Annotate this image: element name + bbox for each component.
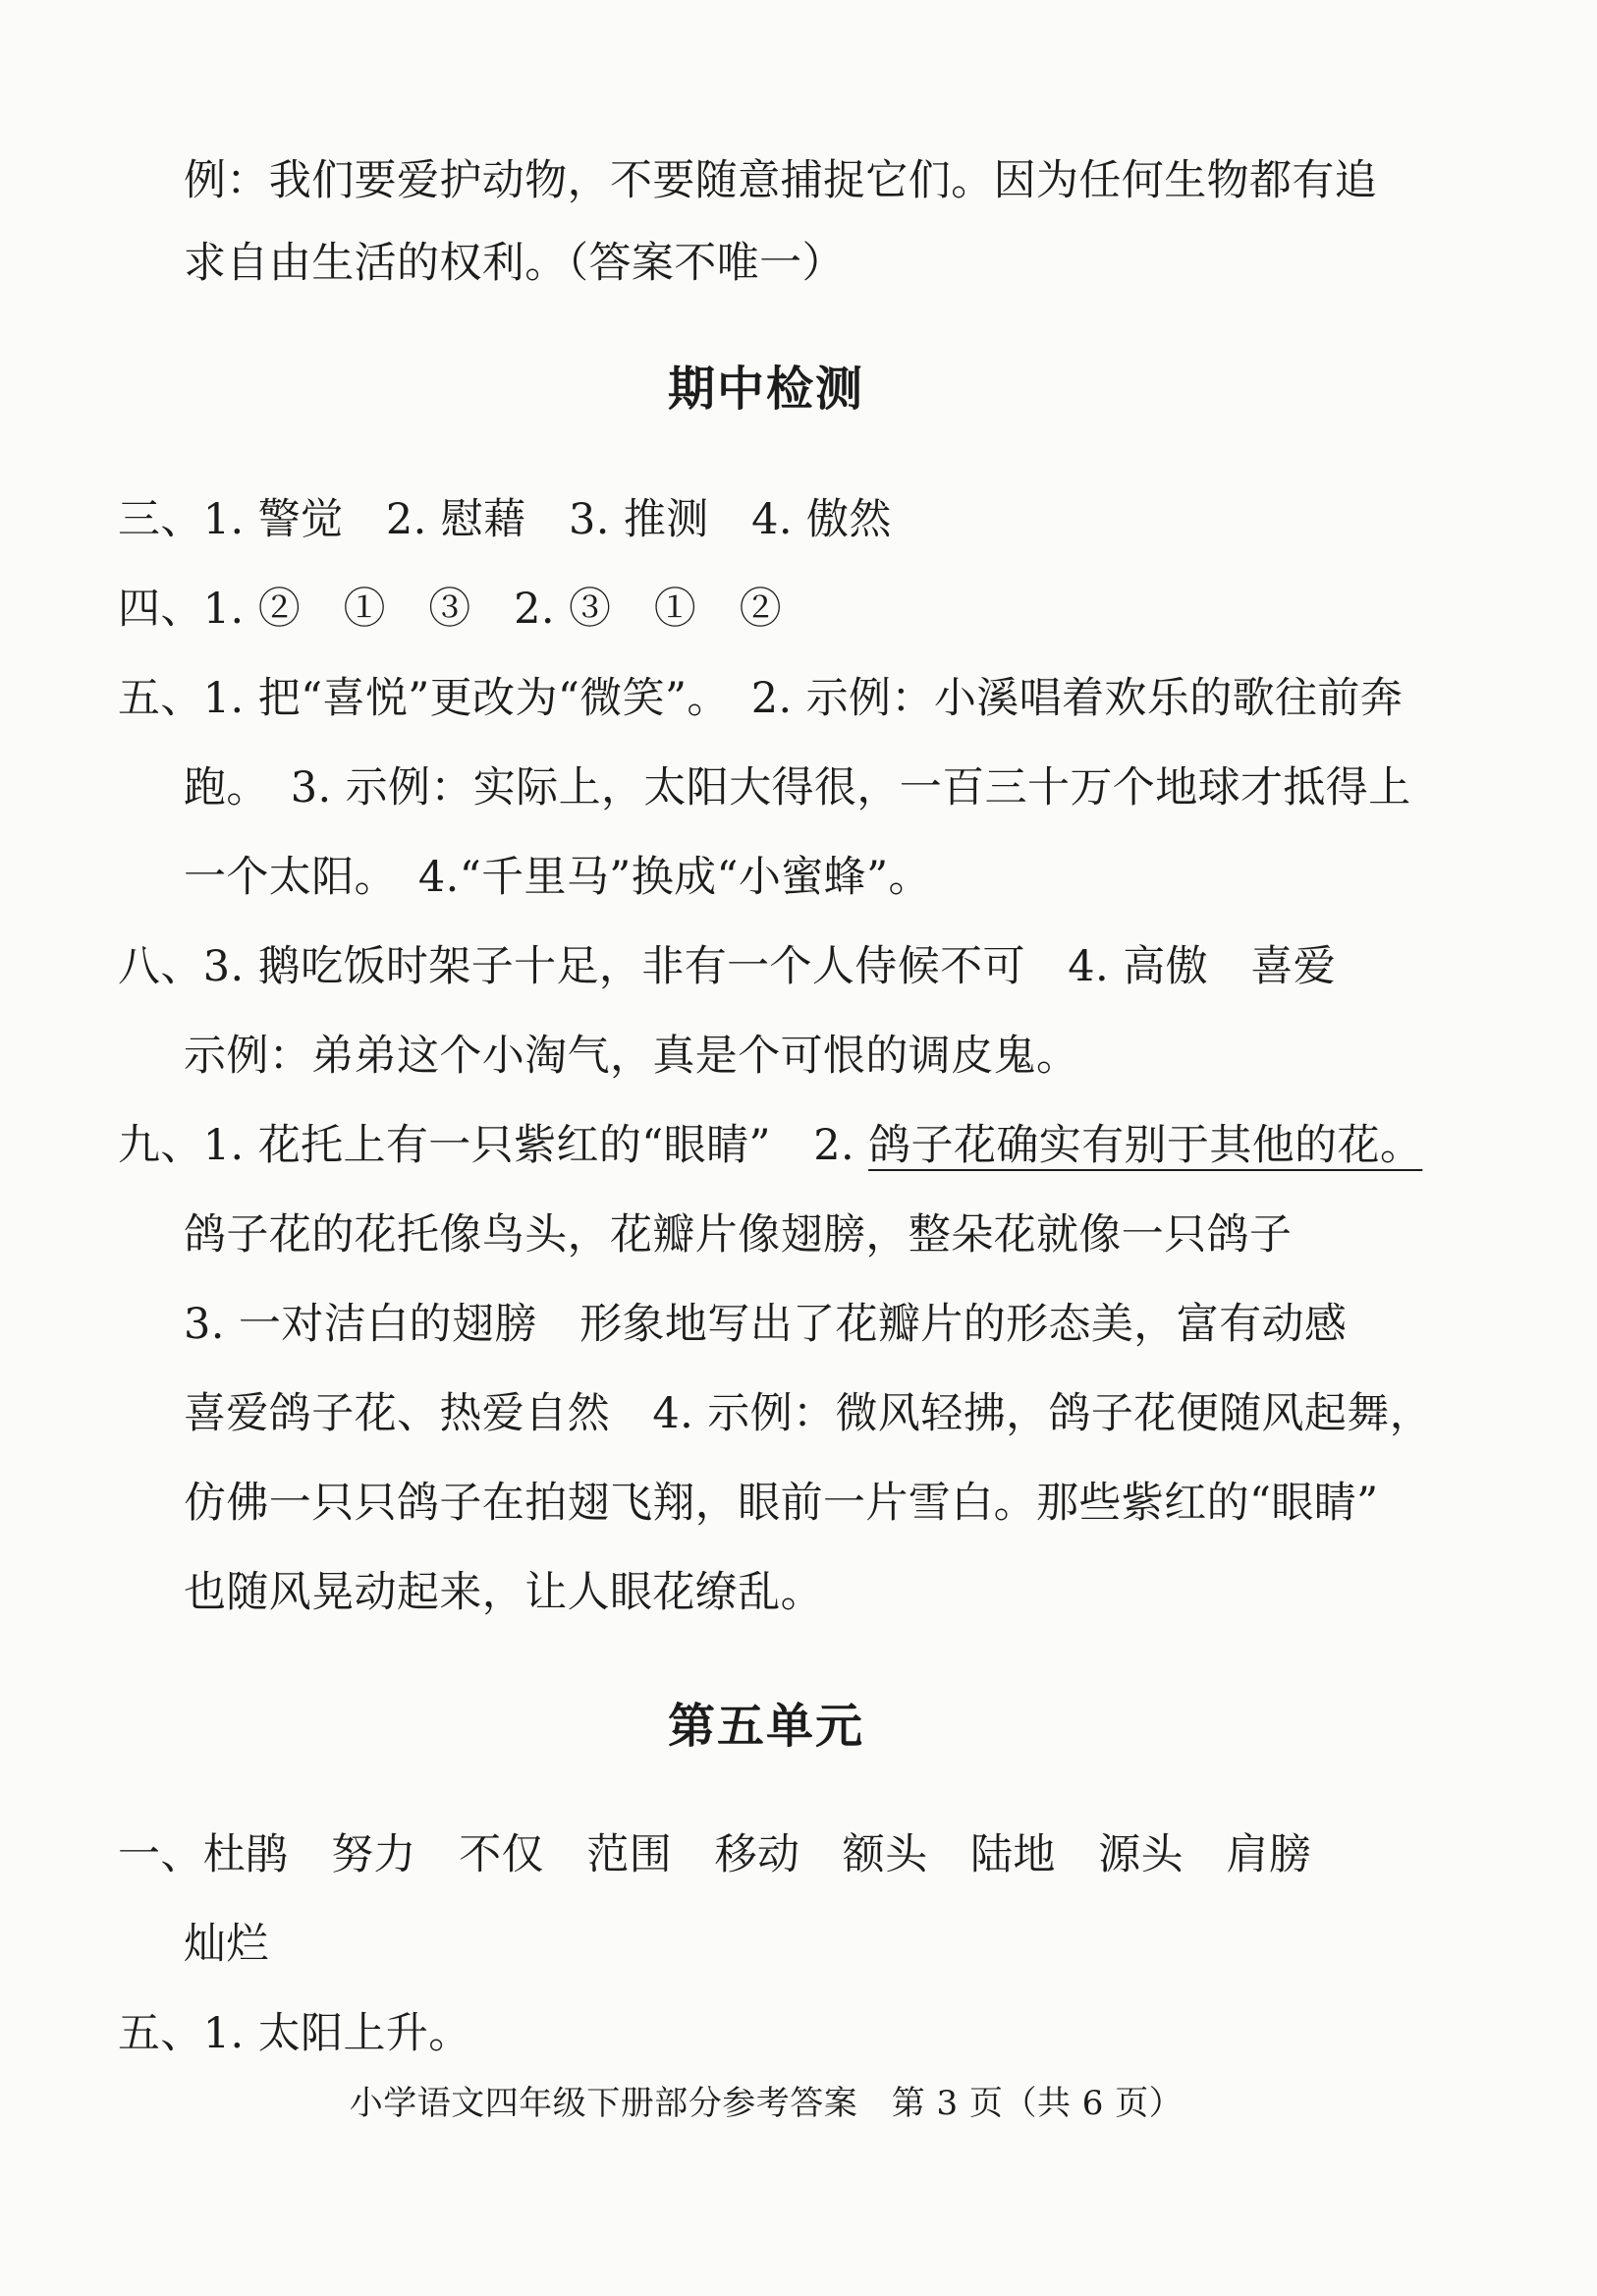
page-footer: 小学语文四年级下册部分参考答案 第 3 页（共 6 页） [349, 2084, 1184, 2123]
answer-san: 三、1. 警觉 2. 慰藉 3. 推测 4. 傲然 [118, 495, 892, 544]
answer-jiu-line-6: 也随风晃动起来，让人眼花缭乱。 [184, 1568, 823, 1617]
answer-jiu-line-2: 鸽子花的花托像鸟头，花瓣片像翅膀，整朵花就像一只鸽子 [184, 1210, 1293, 1260]
intro-line-1: 例：我们要爱护动物，不要随意捕捉它们。因为任何生物都有追 [184, 156, 1378, 205]
answer-jiu-line-3: 3. 一对洁白的翅膀 形象地写出了花瓣片的形态美，富有动感 [184, 1300, 1348, 1349]
answer-wu-line-1: 五、1. 把“喜悦”更改为“微笑”。 2. 示例：小溪唱着欢乐的歌往前奔 [118, 674, 1404, 723]
underlined-answer: 鸽子花确实有别于其他的花。 [868, 1121, 1423, 1170]
answer-unit5-wu-line-1: 五、1. 太阳上升。 [118, 2009, 471, 2058]
answer-si: 四、1. ② ① ③ 2. ③ ① ② [118, 585, 782, 634]
answer-unit5-yi-line-2: 灿烂 [184, 1920, 269, 1969]
answer-ba-line-2: 示例：弟弟这个小淘气，真是个可恨的调皮鬼。 [184, 1032, 1079, 1081]
answer-wu-line-2: 跑。 3. 示例：实际上，太阳大得很，一百三十万个地球才抵得上 [184, 763, 1411, 812]
intro-line-2: 求自由生活的权利。（答案不唯一） [184, 239, 845, 288]
answer-wu-line-3: 一个太阳。 4.“千里马”换成“小蜜蜂”。 [184, 853, 931, 902]
answer-unit5-yi-line-1: 一、杜鹃 努力 不仅 范围 移动 额头 陆地 源头 肩膀 [118, 1830, 1312, 1879]
section-title-midterm: 期中检测 [667, 362, 864, 417]
answer-jiu-line-4: 喜爱鸽子花、热爱自然 4. 示例：微风轻拂，鸽子花便随风起舞， [184, 1389, 1433, 1438]
answer-jiu-line-5: 仿佛一只只鸽子在拍翅飞翔，眼前一片雪白。那些紫红的“眼睛” [184, 1479, 1379, 1528]
section-title-unit-5: 第五单元 [667, 1699, 864, 1754]
answer-ba-line-1: 八、3. 鹅吃饭时架子十足，非有一个人侍候不可 4. 高傲 喜爱 [118, 942, 1337, 991]
answer-jiu-line-1 [118, 1121, 1423, 1170]
answer-jiu-line-1-text: 九、1. 花托上有一只紫红的“眼睛” 2. [118, 1121, 869, 1170]
